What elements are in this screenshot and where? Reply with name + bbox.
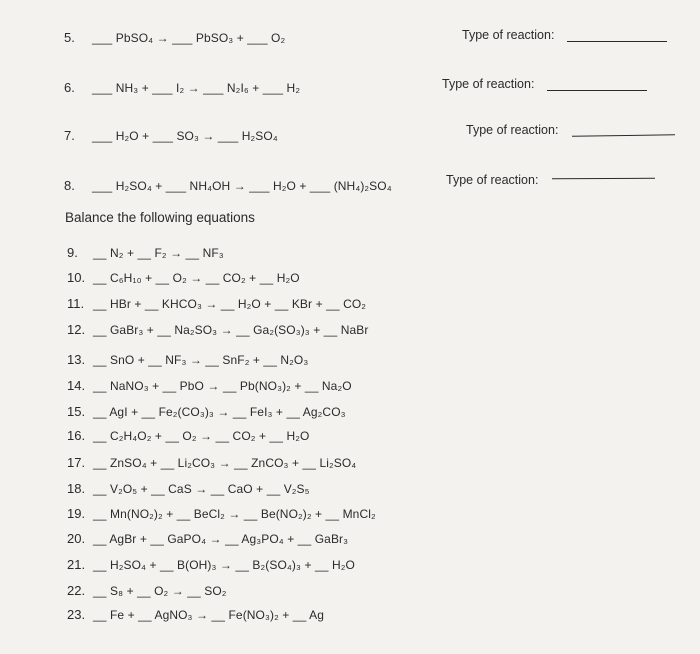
reaction-type-answer-line <box>552 178 655 180</box>
item-number: 13. <box>67 352 86 367</box>
equation-text: ___ NH₃ + ___ I₂ → ___ N₂I₆ + ___ H₂ <box>92 81 301 95</box>
reaction-type-answer-line <box>572 134 675 136</box>
equation-text: __ HBr + __ KHCO₃ → __ H₂O + __ KBr + __ CO₂ <box>93 297 367 311</box>
balance-item <box>0 531 700 553</box>
item-number: 10. <box>67 270 86 285</box>
equation-text: __ H₂SO₄ + __ B(OH)₃ → __ B₂(SO₄)₃ + __ H₂O <box>93 558 355 572</box>
balance-item <box>0 245 700 267</box>
balance-item <box>0 404 700 426</box>
equation-text: __ V₂O₅ + __ CaS → __ CaO + __ V₂S₅ <box>93 482 310 496</box>
equation-text: __ AgI + __ Fe₂(CO₃)₃ → __ FeI₃ + __ Ag₂CO₃ <box>93 405 346 419</box>
reaction-type-answer-line <box>567 41 667 42</box>
reaction-type-label: Type of reaction: <box>466 123 559 137</box>
equation-text: ___ H₂SO₄ + ___ NH₄OH → ___ H₂O + ___ (NH₄)₂SO₄ <box>92 179 392 193</box>
worksheet-item-7 <box>0 123 700 150</box>
balance-item <box>0 506 700 528</box>
item-number: 18. <box>67 481 86 496</box>
reaction-type-label: Type of reaction: <box>462 28 555 42</box>
equation-text: __ ZnSO₄ + __ Li₂CO₃ → __ ZnCO₃ + __ Li₂SO₄ <box>93 456 357 470</box>
balance-item <box>0 322 700 344</box>
equation-text: __ GaBr₃ + __ Na₂SO₃ → __ Ga₂(SO₃)₃ + __ NaBr <box>93 323 369 337</box>
item-number: 9. <box>67 245 78 260</box>
balance-item <box>0 428 700 450</box>
item-number: 21. <box>67 557 86 572</box>
balance-item <box>0 557 700 579</box>
equation-text: __ N₂ + __ F₂ → __ NF₃ <box>93 246 224 260</box>
balance-item <box>0 270 700 292</box>
balance-item <box>0 481 700 503</box>
equation-text: ___ H₂O + ___ SO₃ → ___ H₂SO₄ <box>92 129 278 143</box>
reaction-type-label: Type of reaction: <box>442 77 535 91</box>
balance-item <box>0 583 700 605</box>
item-number: 14. <box>67 378 86 393</box>
worksheet-item-6 <box>0 77 700 102</box>
equation-text: __ Fe + __ AgNO₃ → __ Fe(NO₃)₂ + __ Ag <box>93 608 325 622</box>
balance-item <box>0 378 700 400</box>
worksheet-item-8 <box>0 173 700 200</box>
equation-text: __ Mn(NO₂)₂ + __ BeCl₂ → __ Be(NO₂)₂ + __ MnCl₂ <box>93 507 376 521</box>
item-number: 6. <box>64 80 75 95</box>
item-number: 20. <box>67 531 86 546</box>
equation-text: __ NaNO₃ + __ PbO → __ Pb(NO₃)₂ + __ Na₂O <box>93 379 352 393</box>
equation-text: __ SnO + __ NF₃ → __ SnF₂ + __ N₂O₃ <box>93 353 309 367</box>
reaction-type-answer-line <box>547 90 647 91</box>
equation-text: __ S₈ + __ O₂ → __ SO₂ <box>93 584 227 598</box>
section-heading: Balance the following equations <box>65 210 255 225</box>
item-number: 22. <box>67 583 86 598</box>
balance-item <box>0 455 700 477</box>
item-number: 15. <box>67 404 86 419</box>
item-number: 12. <box>67 322 86 337</box>
equation-text: __ C₂H₄O₂ + __ O₂ → __ CO₂ + __ H₂O <box>93 429 310 443</box>
equation-text: __ C₆H₁₀ + __ O₂ → __ CO₂ + __ H₂O <box>93 271 300 285</box>
item-number: 7. <box>64 128 75 143</box>
item-number: 19. <box>67 506 86 521</box>
item-number: 23. <box>67 607 86 622</box>
balance-item <box>0 352 700 374</box>
item-number: 16. <box>67 428 86 443</box>
balance-item <box>0 607 700 629</box>
reaction-type-label: Type of reaction: <box>446 173 539 187</box>
item-number: 11. <box>67 296 85 311</box>
item-number: 5. <box>64 30 75 45</box>
item-number: 17. <box>67 455 86 470</box>
balance-item <box>0 296 700 318</box>
equation-text: ___ PbSO₄ → ___ PbSO₃ + ___ O₂ <box>92 31 286 45</box>
item-number: 8. <box>64 178 75 193</box>
equation-text: __ AgBr + __ GaPO₄ → __ Ag₃PO₄ + __ GaBr₃ <box>93 532 349 546</box>
worksheet-item-5 <box>0 30 700 52</box>
